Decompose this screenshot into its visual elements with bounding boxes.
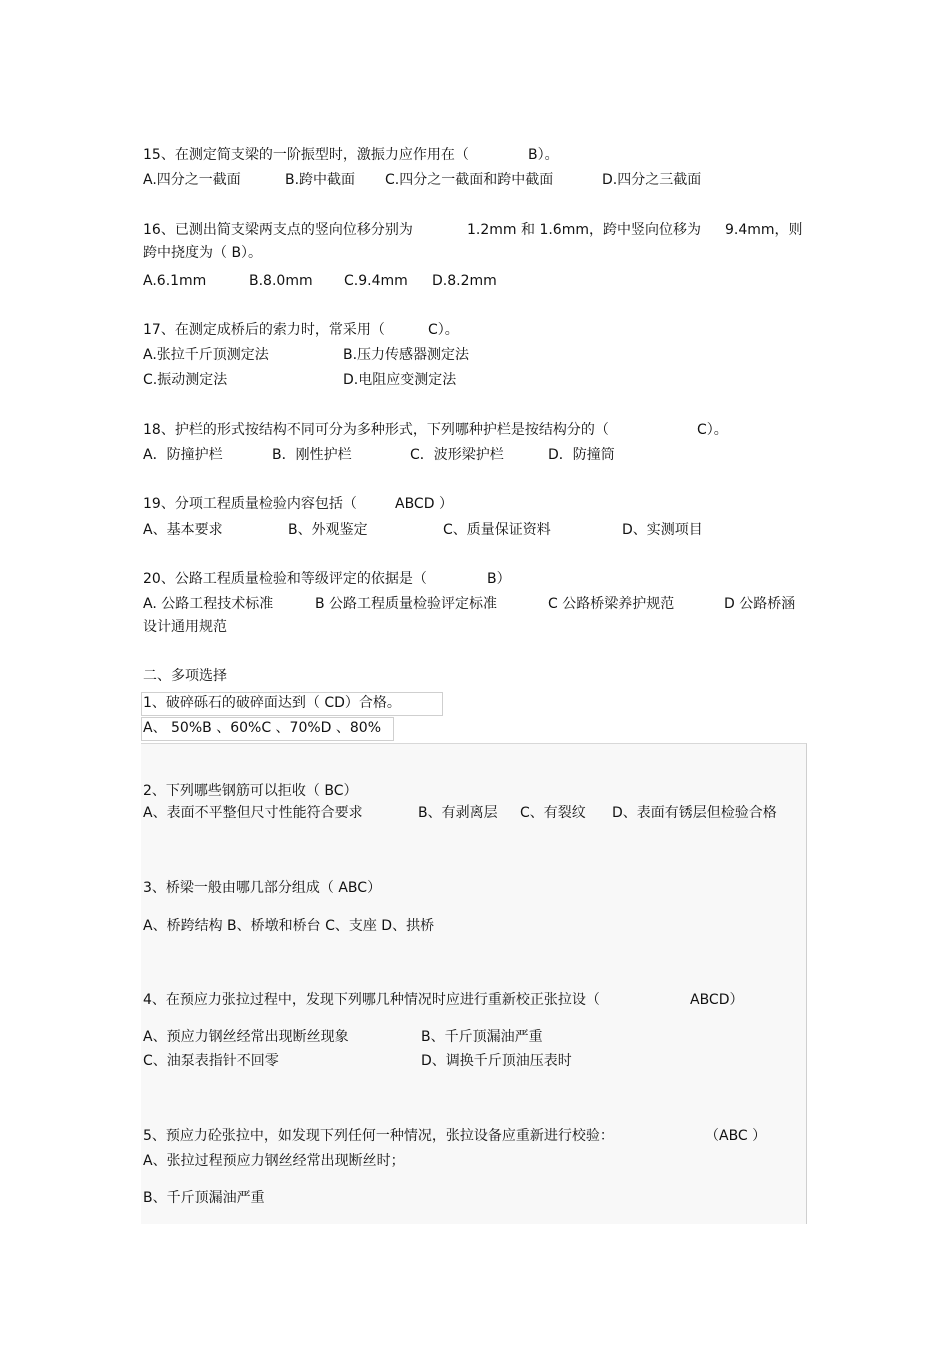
q20-option-a: A. 公路工程技术标准 [143,596,274,612]
m-q1-stem: 1、破碎砾石的破碎面达到（ CD）合格。 [143,695,401,711]
q17-stem: 17、在测定成桥后的索力时，常采用（ [143,322,385,338]
m-q5-option-b: B、千斤顶漏油严重 [143,1190,265,1206]
m-q3-options: A、桥跨结构 B、桥墩和桥台 C、支座 D、拱桥 [143,918,435,934]
q16-option-a: A.6.1mm [143,273,207,289]
q18-option-b: B．刚性护栏 [272,447,352,463]
m-q2-option-a: A、表面不平整但尺寸性能符合要求 [143,805,363,821]
q18-option-a: A．防撞护栏 [143,447,223,463]
q17-answer: C）。 [428,322,459,338]
q15-answer: B）。 [528,147,559,163]
q15-option-d: D.四分之三截面 [602,172,702,188]
q17-option-b: B.压力传感器测定法 [343,347,470,363]
q18-option-d: D．防撞筒 [548,447,615,463]
q15-stem: 15、在测定简支梁的一阶振型时，激振力应作用在（ [143,147,469,163]
q16-stem-part2: 1.2mm 和 1.6mm，跨中竖向位移为 [467,222,701,238]
m-q2-option-b: B、有剥离层 [418,805,498,821]
q20-option-b: B 公路工程质量检验评定标准 [315,596,498,612]
q16-stem-line2: 跨中挠度为（ B）。 [143,245,263,261]
q19-option-c: C、质量保证资料 [443,522,551,538]
m-q4-answer: ABCD） [690,992,744,1008]
q19-answer: ABCD ） [395,496,453,512]
q19-option-a: A、基本要求 [143,522,223,538]
q15-option-c: C.四分之一截面和跨中截面 [385,172,554,188]
m-q2-option-c: C、有裂纹 [520,805,586,821]
q20-stem: 20、公路工程质量检验和等级评定的依据是（ [143,571,427,587]
q19-option-d: D、实测项目 [622,522,703,538]
m-q4-option-a: A、预应力钢丝经常出现断丝现象 [143,1029,349,1045]
q19-stem: 19、分项工程质量检验内容包括（ [143,496,357,512]
q15-option-a: A.四分之一截面 [143,172,241,188]
q16-option-b: B.8.0mm [249,273,313,289]
section2-heading: 二、多项选择 [143,668,227,684]
m-q2-stem: 2、下列哪些钢筋可以拒收（ BC） [143,783,358,799]
m-q4-option-d: D、调换千斤顶油压表时 [421,1053,572,1069]
q16-stem-part1: 16、已测出简支梁两支点的竖向位移分别为 [143,222,413,238]
m-q5-option-a: A、张拉过程预应力钢丝经常出现断丝时； [143,1153,405,1169]
q16-option-d: D.8.2mm [432,273,497,289]
m-q3-stem: 3、桥梁一般由哪几部分组成（ ABC） [143,880,382,896]
m-q5-stem: 5、预应力砼张拉中，如发现下列任何一种情况，张拉设备应重新进行校验： [143,1128,614,1144]
q16-option-c: C.9.4mm [344,273,408,289]
m-q4-option-c: C、油泵表指针不回零 [143,1053,279,1069]
q20-option-d: D 公路桥涵 [724,596,796,612]
m-q2-option-d: D、表面有锈层但检验合格 [612,805,777,821]
q18-answer: C）。 [697,422,728,438]
q15-option-b: B.跨中截面 [285,172,356,188]
m-q1-options: A、 50%B 、60%C 、70%D 、80% [143,720,382,736]
q16-stem-part3: 9.4mm，则 [725,222,803,238]
q19-option-b: B、外观鉴定 [288,522,368,538]
m-q4-option-b: B、千斤顶漏油严重 [421,1029,543,1045]
q17-option-a: A.张拉千斤顶测定法 [143,347,269,363]
q17-option-c: C.振动测定法 [143,372,228,388]
m-q4-stem: 4、在预应力张拉过程中，发现下列哪几种情况时应进行重新校正张拉设（ [143,992,600,1008]
q20-answer: B） [487,571,511,587]
q18-stem: 18、护栏的形式按结构不同可分为多种形式，下列哪种护栏是按结构分的（ [143,422,609,438]
q17-option-d: D.电阻应变测定法 [343,372,457,388]
q20-options-line2: 设计通用规范 [143,619,227,635]
q20-option-c: C 公路桥梁养护规范 [548,596,675,612]
q18-option-c: C．波形梁护栏 [410,447,504,463]
m-q5-answer: （ABC ） [705,1128,767,1144]
